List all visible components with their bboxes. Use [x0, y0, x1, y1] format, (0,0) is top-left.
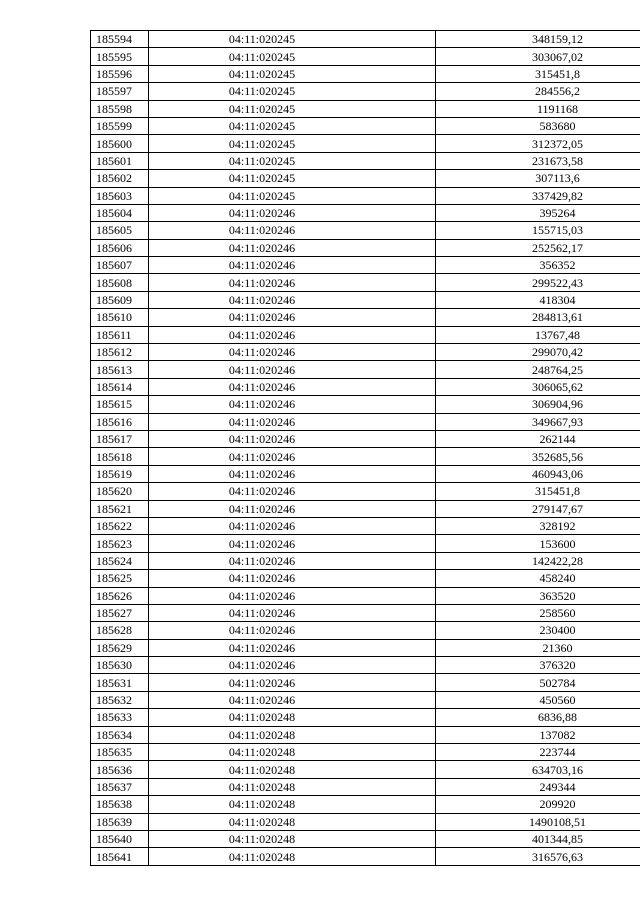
table-row [91, 622, 640, 639]
table-row [91, 152, 640, 169]
table-row [91, 170, 640, 187]
row-id-cell: 185625 [91, 570, 149, 587]
row-code-cell: 04:11:020245 [149, 65, 436, 82]
row-amount-cell: 6836,88 [436, 709, 640, 726]
row-code-cell: 04:11:020246 [149, 239, 436, 256]
row-amount-cell: 634703,16 [436, 761, 640, 778]
row-id-cell: 185619 [91, 465, 149, 482]
row-id-cell: 185633 [91, 709, 149, 726]
table-row [91, 500, 640, 517]
row-amount-cell: 328192 [436, 517, 640, 534]
row-id-cell: 185610 [91, 309, 149, 326]
row-code-cell: 04:11:020245 [149, 187, 436, 204]
row-code-cell: 04:11:020245 [149, 100, 436, 117]
table-row [91, 726, 640, 743]
row-code-cell: 04:11:020246 [149, 517, 436, 534]
table-row [91, 517, 640, 534]
row-code-cell: 04:11:020246 [149, 396, 436, 413]
row-code-cell: 04:11:020246 [149, 465, 436, 482]
table-row [91, 344, 640, 361]
row-id-cell: 185594 [91, 31, 149, 48]
row-code-cell: 04:11:020246 [149, 570, 436, 587]
row-code-cell: 04:11:020246 [149, 344, 436, 361]
row-amount-cell: 231673,58 [436, 152, 640, 169]
row-amount-cell: 356352 [436, 257, 640, 274]
row-code-cell: 04:11:020245 [149, 31, 436, 48]
row-id-cell: 185639 [91, 813, 149, 830]
row-id-cell: 185597 [91, 83, 149, 100]
row-amount-cell: 155715,03 [436, 222, 640, 239]
row-code-cell: 04:11:020246 [149, 361, 436, 378]
row-amount-cell: 583680 [436, 117, 640, 134]
row-code-cell: 04:11:020246 [149, 413, 436, 430]
row-code-cell: 04:11:020245 [149, 170, 436, 187]
row-id-cell: 185616 [91, 413, 149, 430]
row-code-cell: 04:11:020246 [149, 309, 436, 326]
row-code-cell: 04:11:020246 [149, 622, 436, 639]
row-amount-cell: 284813,61 [436, 309, 640, 326]
table-row [91, 239, 640, 256]
row-amount-cell: 248764,25 [436, 361, 640, 378]
table-row [91, 483, 640, 500]
row-id-cell: 185609 [91, 291, 149, 308]
table-row [91, 361, 640, 378]
table-row [91, 48, 640, 65]
row-code-cell: 04:11:020246 [149, 639, 436, 656]
row-amount-cell: 303067,02 [436, 48, 640, 65]
row-amount-cell: 279147,67 [436, 500, 640, 517]
row-id-cell: 185620 [91, 483, 149, 500]
table-row [91, 396, 640, 413]
row-amount-cell: 349667,93 [436, 413, 640, 430]
table-row [91, 778, 640, 795]
row-code-cell: 04:11:020245 [149, 48, 436, 65]
row-amount-cell: 299070,42 [436, 344, 640, 361]
row-code-cell: 04:11:020246 [149, 274, 436, 291]
table-row [91, 65, 640, 82]
row-id-cell: 185607 [91, 257, 149, 274]
row-code-cell: 04:11:020246 [149, 483, 436, 500]
table-row [91, 204, 640, 221]
table-row [91, 326, 640, 343]
row-code-cell: 04:11:020246 [149, 535, 436, 552]
data-table [90, 30, 640, 866]
table-row [91, 465, 640, 482]
row-amount-cell: 376320 [436, 657, 640, 674]
row-code-cell: 04:11:020246 [149, 257, 436, 274]
table-row [91, 657, 640, 674]
row-code-cell: 04:11:020246 [149, 587, 436, 604]
row-id-cell: 185618 [91, 448, 149, 465]
row-amount-cell: 502784 [436, 674, 640, 691]
row-amount-cell: 21360 [436, 639, 640, 656]
row-code-cell: 04:11:020245 [149, 135, 436, 152]
table-row [91, 813, 640, 830]
table-row [91, 830, 640, 847]
row-amount-cell: 458240 [436, 570, 640, 587]
row-amount-cell: 153600 [436, 535, 640, 552]
row-code-cell: 04:11:020246 [149, 500, 436, 517]
row-amount-cell: 337429,82 [436, 187, 640, 204]
table-row [91, 257, 640, 274]
row-amount-cell: 299522,43 [436, 274, 640, 291]
row-amount-cell: 418304 [436, 291, 640, 308]
row-id-cell: 185615 [91, 396, 149, 413]
table-row [91, 117, 640, 134]
row-id-cell: 185600 [91, 135, 149, 152]
row-amount-cell: 1490108,51 [436, 813, 640, 830]
table-row [91, 378, 640, 395]
row-id-cell: 185630 [91, 657, 149, 674]
row-code-cell: 04:11:020245 [149, 83, 436, 100]
row-amount-cell: 13767,48 [436, 326, 640, 343]
row-amount-cell: 142422,28 [436, 552, 640, 569]
row-code-cell: 04:11:020246 [149, 291, 436, 308]
row-code-cell: 04:11:020248 [149, 726, 436, 743]
table-row [91, 709, 640, 726]
row-id-cell: 185608 [91, 274, 149, 291]
row-code-cell: 04:11:020248 [149, 761, 436, 778]
row-id-cell: 185612 [91, 344, 149, 361]
row-amount-cell: 348159,12 [436, 31, 640, 48]
row-code-cell: 04:11:020246 [149, 378, 436, 395]
row-amount-cell: 137082 [436, 726, 640, 743]
row-amount-cell: 252562,17 [436, 239, 640, 256]
row-code-cell: 04:11:020248 [149, 778, 436, 795]
row-code-cell: 04:11:020246 [149, 326, 436, 343]
table-row [91, 309, 640, 326]
row-amount-cell: 230400 [436, 622, 640, 639]
row-amount-cell: 262144 [436, 430, 640, 447]
row-amount-cell: 223744 [436, 744, 640, 761]
row-id-cell: 185604 [91, 204, 149, 221]
row-code-cell: 04:11:020246 [149, 691, 436, 708]
table-row [91, 187, 640, 204]
row-amount-cell: 209920 [436, 796, 640, 813]
table-row [91, 274, 640, 291]
row-amount-cell: 315451,8 [436, 65, 640, 82]
row-amount-cell: 307113,6 [436, 170, 640, 187]
row-id-cell: 185623 [91, 535, 149, 552]
row-amount-cell: 316576,63 [436, 848, 640, 865]
row-amount-cell: 352685,56 [436, 448, 640, 465]
row-code-cell: 04:11:020245 [149, 152, 436, 169]
row-id-cell: 185626 [91, 587, 149, 604]
row-id-cell: 185596 [91, 65, 149, 82]
row-id-cell: 185624 [91, 552, 149, 569]
row-code-cell: 04:11:020248 [149, 813, 436, 830]
row-id-cell: 185622 [91, 517, 149, 534]
table-row [91, 761, 640, 778]
row-amount-cell: 306904,96 [436, 396, 640, 413]
table-row [91, 796, 640, 813]
table-row [91, 744, 640, 761]
table-row [91, 604, 640, 621]
row-id-cell: 185627 [91, 604, 149, 621]
row-id-cell: 185614 [91, 378, 149, 395]
row-code-cell: 04:11:020248 [149, 709, 436, 726]
row-id-cell: 185603 [91, 187, 149, 204]
table-row [91, 291, 640, 308]
table-row [91, 570, 640, 587]
table-row [91, 448, 640, 465]
row-id-cell: 185628 [91, 622, 149, 639]
table-row [91, 535, 640, 552]
table-row [91, 413, 640, 430]
table-row [91, 31, 640, 48]
row-code-cell: 04:11:020246 [149, 604, 436, 621]
row-id-cell: 185629 [91, 639, 149, 656]
row-id-cell: 185602 [91, 170, 149, 187]
row-amount-cell: 312372,05 [436, 135, 640, 152]
row-code-cell: 04:11:020246 [149, 448, 436, 465]
row-id-cell: 185601 [91, 152, 149, 169]
row-code-cell: 04:11:020246 [149, 674, 436, 691]
table-row [91, 691, 640, 708]
row-amount-cell: 363520 [436, 587, 640, 604]
table-row [91, 100, 640, 117]
row-id-cell: 185599 [91, 117, 149, 134]
row-code-cell: 04:11:020246 [149, 204, 436, 221]
row-amount-cell: 401344,85 [436, 830, 640, 847]
row-code-cell: 04:11:020246 [149, 552, 436, 569]
table-row [91, 552, 640, 569]
table-row [91, 639, 640, 656]
row-id-cell: 185595 [91, 48, 149, 65]
row-id-cell: 185636 [91, 761, 149, 778]
row-id-cell: 185634 [91, 726, 149, 743]
table-row [91, 430, 640, 447]
row-id-cell: 185632 [91, 691, 149, 708]
table-row [91, 83, 640, 100]
table-body [91, 31, 640, 866]
row-id-cell: 185621 [91, 500, 149, 517]
table-row [91, 135, 640, 152]
row-amount-cell: 1191168 [436, 100, 640, 117]
row-code-cell: 04:11:020246 [149, 657, 436, 674]
row-amount-cell: 395264 [436, 204, 640, 221]
row-amount-cell: 258560 [436, 604, 640, 621]
row-code-cell: 04:11:020245 [149, 117, 436, 134]
row-id-cell: 185606 [91, 239, 149, 256]
row-amount-cell: 284556,2 [436, 83, 640, 100]
table-row [91, 848, 640, 865]
row-amount-cell: 306065,62 [436, 378, 640, 395]
table-row [91, 674, 640, 691]
row-id-cell: 185638 [91, 796, 149, 813]
row-id-cell: 185640 [91, 830, 149, 847]
row-id-cell: 185605 [91, 222, 149, 239]
row-id-cell: 185613 [91, 361, 149, 378]
row-code-cell: 04:11:020246 [149, 222, 436, 239]
row-code-cell: 04:11:020248 [149, 830, 436, 847]
row-code-cell: 04:11:020248 [149, 796, 436, 813]
row-code-cell: 04:11:020246 [149, 430, 436, 447]
row-id-cell: 185637 [91, 778, 149, 795]
row-id-cell: 185598 [91, 100, 149, 117]
row-amount-cell: 249344 [436, 778, 640, 795]
row-amount-cell: 450560 [436, 691, 640, 708]
row-code-cell: 04:11:020248 [149, 744, 436, 761]
table-row [91, 222, 640, 239]
row-id-cell: 185611 [91, 326, 149, 343]
row-id-cell: 185617 [91, 430, 149, 447]
row-id-cell: 185631 [91, 674, 149, 691]
row-amount-cell: 315451,8 [436, 483, 640, 500]
row-id-cell: 185641 [91, 848, 149, 865]
row-code-cell: 04:11:020248 [149, 848, 436, 865]
row-id-cell: 185635 [91, 744, 149, 761]
table-row [91, 587, 640, 604]
row-amount-cell: 460943,06 [436, 465, 640, 482]
